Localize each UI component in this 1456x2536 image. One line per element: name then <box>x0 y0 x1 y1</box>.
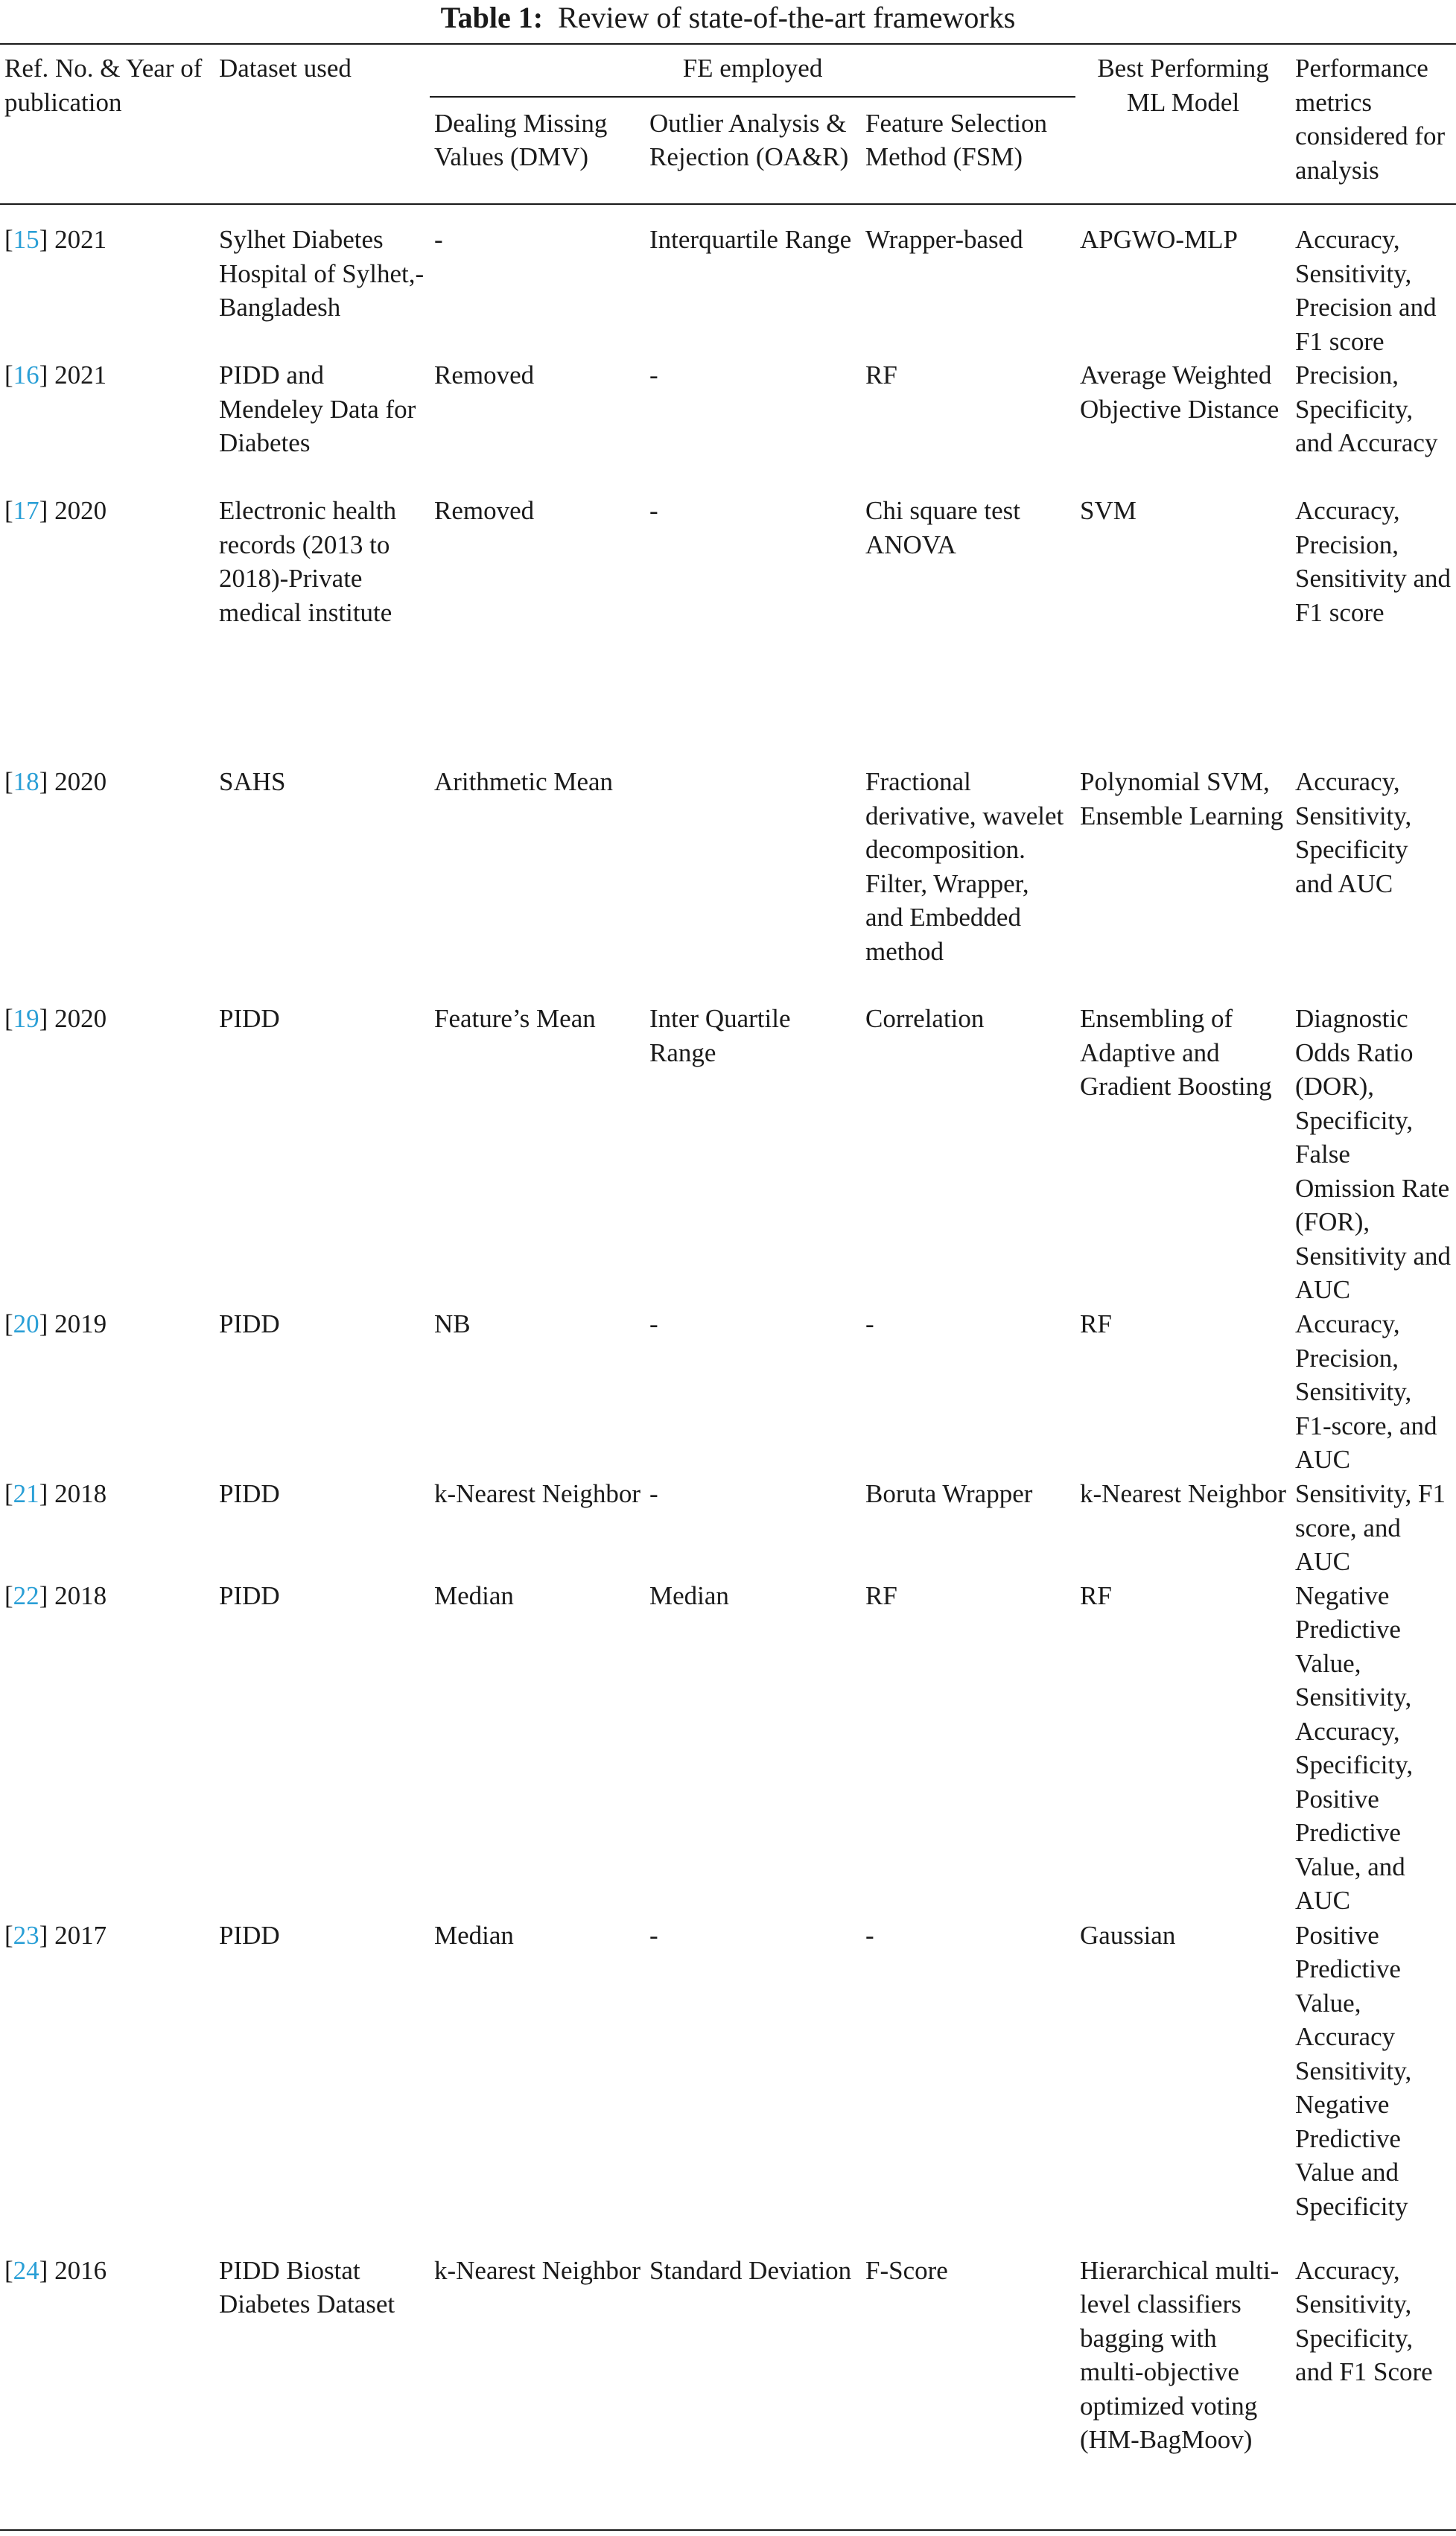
table-row <box>0 1002 1456 1307</box>
cell-oar: - <box>649 360 658 390</box>
cell-model: APGWO-MLP <box>1080 225 1238 254</box>
cell-model: Ensembling of Adaptive and Gradient Boosting <box>1080 1004 1272 1101</box>
cell-fsm: Wrapper-based <box>865 225 1023 254</box>
cell-metrics: Negative Predictive Value, Sensitivity, Accuracy, Specificity, Positive Predictive Value, and AUC <box>1295 1580 1414 1915</box>
table-row <box>0 494 1456 765</box>
header-row-top <box>0 44 1456 97</box>
cell-dmv: Median <box>434 1580 514 1610</box>
cell-model: RF <box>1080 1580 1112 1610</box>
review-table <box>0 43 1456 2531</box>
cell-ref: [21] 2018 <box>4 1479 107 1508</box>
cell-metrics: Accuracy, Sensitivity, Specificity, and F1 Score <box>1291 2254 1456 2530</box>
cell-ref: [20] 2019 <box>4 1309 107 1338</box>
header-fsm: Feature Selection Method (FSM) <box>861 97 1075 204</box>
citation-link[interactable]: 21 <box>13 1479 39 1508</box>
header-oar: Outlier Analysis & Rejection (OA&R) <box>645 97 861 204</box>
cell-dmv: Removed <box>434 496 535 525</box>
cell-model: Gaussian <box>1080 1920 1176 1950</box>
cell-oar: - <box>649 1479 658 1508</box>
cell-dmv: Median <box>434 1920 514 1950</box>
cell-year: 2021 <box>54 225 107 254</box>
cell-dmv: k-Nearest Neighbor <box>434 1479 640 1508</box>
table-row <box>0 1579 1456 1919</box>
cell-metrics: Accuracy, Sensitivity, Precision and F1 score <box>1295 225 1437 356</box>
cell-year: 2020 <box>54 1004 107 1033</box>
table-row <box>0 2254 1456 2530</box>
cell-oar: Median <box>649 1580 729 1610</box>
cell-metrics: Accuracy, Precision, Sensitivity and F1 score <box>1295 496 1452 627</box>
cell-oar <box>645 765 861 1002</box>
cell-dataset: PIDD <box>219 1479 280 1508</box>
cell-dataset: PIDD <box>219 1309 280 1338</box>
cell-year: 2016 <box>54 2255 107 2285</box>
cell-model: SVM <box>1080 496 1136 525</box>
citation-link[interactable]: 19 <box>13 1004 39 1033</box>
cell-metrics: Diagnostic Odds Ratio (DOR), Specificity, False Omission Rate (FOR), Sensitivity and AUC <box>1295 1004 1452 1304</box>
cell-dataset: PIDD <box>219 1920 280 1950</box>
table-row <box>0 1477 1456 1579</box>
cell-oar: - <box>649 496 658 525</box>
cell-dmv: k-Nearest Neighbor <box>430 2254 645 2530</box>
cell-ref: [18] 2020 <box>4 767 107 796</box>
cell-ref: [17] 2020 <box>4 496 107 525</box>
table-row <box>0 1307 1456 1477</box>
cell-fsm: RF <box>865 360 897 390</box>
table-row <box>0 204 1456 358</box>
table-row <box>0 1919 1456 2254</box>
table-body <box>0 204 1456 2530</box>
cell-fsm: Chi square test ANOVA <box>865 496 1021 559</box>
table-header <box>0 44 1456 204</box>
cell-model: Average Weighted Objective Distance <box>1080 360 1279 424</box>
cell-fsm: F-Score <box>861 2254 1075 2530</box>
cell-oar: Standard Deviation <box>645 2254 861 2530</box>
citation-link[interactable]: 17 <box>13 496 39 525</box>
cell-ref: [23] 2017 <box>4 1920 107 1950</box>
cell-metrics: Positive Predictive Value, Accuracy Sensitivity, Negative Predictive Value and Specificity <box>1295 1920 1412 2221</box>
citation-link[interactable]: 16 <box>13 360 39 390</box>
table-row <box>0 765 1456 1002</box>
cell-dmv: Removed <box>434 360 535 390</box>
cell-dataset: Electronic health records (2013 to 2018)-Private medical institute <box>219 496 397 627</box>
cell-dmv: NB <box>434 1309 471 1338</box>
cell-dmv: - <box>434 225 443 254</box>
cell-oar: Interquartile Range <box>649 225 852 254</box>
cell-model: Hierarchical multi-level classifiers bagging with multi-objective optimized voting (HM-BagMoov) <box>1075 2254 1291 2530</box>
cell-fsm: Fractional derivative, wavelet decomposition. Filter, Wrapper, and Embedded method <box>865 767 1064 966</box>
cell-year: 2020 <box>54 767 107 796</box>
cell-year: 2019 <box>54 1309 107 1338</box>
cell-dataset: PIDD <box>219 1580 280 1610</box>
header-model: Best Performing ML Model <box>1075 44 1291 204</box>
cell-oar: - <box>649 1309 658 1338</box>
cell-metrics: Precision, Specificity, and Accuracy <box>1295 360 1438 457</box>
header-fe-employed: FE employed <box>430 44 1075 97</box>
cell-dataset: PIDD <box>219 1004 280 1033</box>
cell-fsm: - <box>865 1309 874 1338</box>
citation-link[interactable]: 18 <box>13 767 39 796</box>
cell-model: k-Nearest Neighbor <box>1080 1479 1287 1508</box>
cell-dataset: PIDD Biostat Diabetes Dataset <box>214 2254 430 2530</box>
cell-metrics: Accuracy, Precision, Sensitivity, F1-score, and AUC <box>1295 1309 1437 1474</box>
header-dmv: Dealing Missing Values (DMV) <box>430 97 645 204</box>
cell-model: Polynomial SVM, Ensemble Learning <box>1080 767 1284 830</box>
cell-fsm: RF <box>865 1580 897 1610</box>
citation-link[interactable]: 22 <box>13 1580 39 1610</box>
cell-fsm: Boruta Wrapper <box>865 1479 1033 1508</box>
cell-oar: Inter Quartile Range <box>649 1004 791 1067</box>
cell-ref: [16] 2021 <box>4 360 107 390</box>
cell-metrics: Sensitivity, F1 score, and AUC <box>1295 1479 1446 1576</box>
header-ref: Ref. No. & Year of publication <box>0 44 214 204</box>
cell-dataset: Sylhet Diabetes Hospital of Sylhet,-Bangladesh <box>219 225 425 322</box>
cell-year: 2018 <box>54 1580 107 1610</box>
cell-year: 2018 <box>54 1479 107 1508</box>
table-caption-text: Review of state-of-the-art frameworks <box>558 1 1016 34</box>
cell-oar: - <box>649 1920 658 1950</box>
cell-metrics: Accuracy, Sensitivity, Specificity and AUC <box>1295 767 1412 898</box>
citation-link[interactable]: 15 <box>13 225 39 254</box>
cell-year: 2017 <box>54 1920 107 1950</box>
cell-dmv: Arithmetic Mean <box>434 767 614 796</box>
cell-ref: [19] 2020 <box>4 1004 107 1033</box>
citation-link[interactable]: 23 <box>13 1920 39 1950</box>
cell-fsm: - <box>865 1920 874 1950</box>
cell-ref: [15] 2021 <box>4 225 107 254</box>
citation-link[interactable]: 24 <box>13 2255 39 2285</box>
cell-model: RF <box>1080 1309 1112 1338</box>
cell-dmv: Feature’s Mean <box>434 1004 596 1033</box>
cell-year: 2020 <box>54 496 107 525</box>
cell-ref: [22] 2018 <box>4 1580 107 1610</box>
table-caption <box>0 0 1456 36</box>
cell-ref: [24] 2016 <box>0 2254 214 2530</box>
header-metrics: Performance metrics considered for analysis <box>1291 44 1456 204</box>
cell-fsm: Correlation <box>865 1004 985 1033</box>
table-row <box>0 358 1456 494</box>
cell-year: 2021 <box>54 360 107 390</box>
cell-dataset: SAHS <box>219 767 286 796</box>
cell-dataset: PIDD and Mendeley Data for Diabetes <box>219 360 416 457</box>
table-caption-label: Table 1: <box>440 1 544 34</box>
citation-link[interactable]: 20 <box>13 1309 39 1338</box>
header-dataset: Dataset used <box>214 44 430 204</box>
